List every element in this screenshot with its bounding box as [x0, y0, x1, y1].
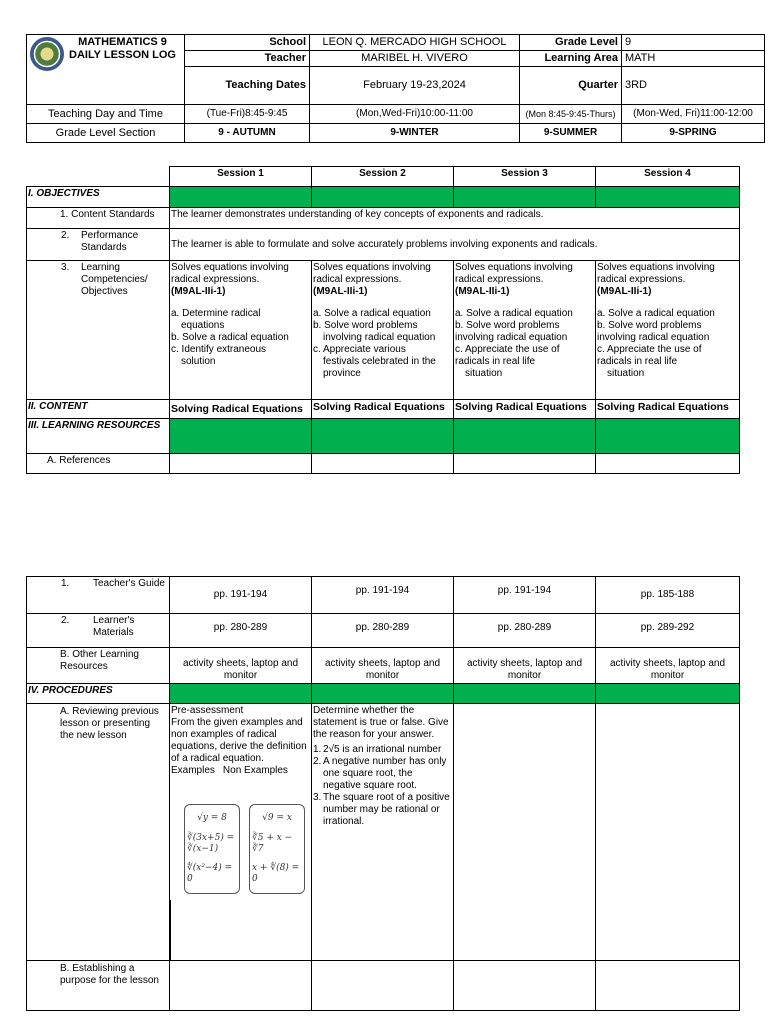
time-s1: (Tue-Fri)8:45-9:45 [185, 105, 310, 124]
empty-cell [312, 454, 454, 474]
content-s3: Solving Radical Equations [454, 400, 596, 419]
divider-line [170, 900, 171, 960]
tf-text: The square root of a positive number may be rational or irrational. [323, 792, 450, 827]
green-fill [596, 187, 740, 208]
non-examples-box [249, 804, 305, 894]
green-fill [170, 187, 312, 208]
session-3-heading: Session 3 [454, 167, 596, 187]
lc-num: 3. [61, 262, 70, 273]
lc-intro: Solves equations involving radical expressions. [171, 262, 289, 285]
empty-cell [312, 961, 454, 1011]
header-table [26, 34, 765, 143]
lc-c: c. Appreciate various [313, 344, 406, 355]
lc-intro: Solves equations involving radical expressions. [455, 262, 573, 285]
green-fill [454, 684, 596, 704]
dates-label: Teaching Dates [185, 67, 310, 105]
lm-s2: pp. 280-289 [312, 614, 454, 648]
lc-a: a. Solve a radical equation [455, 308, 573, 319]
non-examples-label: Non Examples [222, 765, 288, 776]
deped-seal-logo [30, 37, 64, 71]
section-s4: 9-SPRING [622, 124, 765, 143]
content-s4: Solving Radical Equations [596, 400, 740, 419]
lc-a: a. Solve a radical equation [313, 308, 431, 319]
grade-value: 9 [622, 35, 765, 51]
examples-box [184, 804, 240, 894]
olr-s1: activity sheets, laptop and monitor [170, 648, 312, 684]
green-fill [596, 684, 740, 704]
time-s3: (Mon 8:45-9:45-Thurs) [520, 105, 622, 124]
true-false-intro: Determine whether the statement is true or false. Give the reason for your answer. [313, 705, 449, 740]
procedure-a-s1 [170, 704, 312, 961]
tf-item-3 [313, 792, 452, 828]
lc-c2: festivals celebrated in the [323, 356, 436, 367]
procedure-a-s4 [596, 704, 740, 961]
lc-b: b. Solve word problems [597, 320, 702, 331]
empty-cell [596, 961, 740, 1011]
tf-num: 3. [313, 792, 322, 803]
lc-a: a. Determine radical [171, 308, 261, 319]
procedures-heading: IV. PROCEDURES [27, 684, 170, 704]
olr-s4: activity sheets, laptop and monitor [596, 648, 740, 684]
lc-c3: province [323, 368, 361, 379]
grade-label: Grade Level [520, 35, 622, 51]
lc-b2: involving radical equation [597, 332, 710, 343]
procedure-a-s2 [312, 704, 454, 961]
tg-s1: pp. 191-194 [170, 577, 312, 614]
empty-cell [454, 454, 596, 474]
tg-s3: pp. 191-194 [454, 577, 596, 614]
content-heading: II. CONTENT [27, 400, 170, 419]
lc-a: a. Solve a radical equation [597, 308, 715, 319]
objectives-heading: I. OBJECTIVES [27, 187, 170, 208]
school-label: School [185, 35, 310, 51]
teacher-label: Teacher [185, 51, 310, 67]
lc-b2: involving radical equation [323, 332, 436, 343]
example-eq-3: ∜(x²−4) = 0 [187, 863, 233, 884]
lc-code: (M9AL-IIi-1) [455, 286, 510, 297]
school-value: LEON Q. MERCADO HIGH SCHOOL [310, 35, 520, 51]
performance-standards-text: The learner is able to formulate and solve accurately problems involving exponents and radicals. [170, 229, 740, 261]
empty-cell [170, 454, 312, 474]
pre-assessment-text: From the given examples and non examples of radical equations, derive the definition of a radical equation. [171, 717, 307, 764]
lm-s4: pp. 289-292 [596, 614, 740, 648]
nonexample-eq-1: √9 = x [262, 813, 292, 824]
session-2-heading: Session 2 [312, 167, 454, 187]
tf-num: 1. [313, 744, 322, 755]
ps-num: 2. [61, 230, 70, 241]
lm-s1: pp. 280-289 [170, 614, 312, 648]
area-value: MATH [622, 51, 765, 67]
time-s4: (Mon-Wed, Fri)11:00-12:00 [622, 105, 765, 124]
ps-label: Performance Standards [81, 230, 139, 253]
learning-resources-heading: III. LEARNING RESOURCES [27, 419, 170, 454]
section-s3: 9-SUMMER [520, 124, 622, 143]
teacher-value: MARIBEL H. VIVERO [310, 51, 520, 67]
lc-intro: Solves equations involving radical expressions. [597, 262, 715, 285]
lc-c2: radicals in real life [597, 356, 678, 367]
tf-text: A negative number has only one square root, the negative square root. [323, 756, 447, 791]
lm-label: Learner's Materials [93, 615, 135, 638]
section-label: Grade Level Section [27, 124, 185, 143]
tg-s4: pp. 185-188 [596, 577, 740, 614]
green-fill [312, 419, 454, 454]
example-eq-1: √y = 8 [197, 813, 227, 824]
content-standards-text: The learner demonstrates understanding of key concepts of exponents and radicals. [170, 208, 740, 229]
lc-c2: radicals in real life [455, 356, 536, 367]
content-s2: Solving Radical Equations [312, 400, 454, 419]
green-fill [170, 684, 312, 704]
green-fill [312, 187, 454, 208]
performance-standards-label-cell [27, 229, 170, 261]
blank-corner [27, 167, 170, 187]
lc-label: Learning Competencies/ Objectives [81, 262, 148, 297]
time-s2: (Mon,Wed-Fri)10:00-11:00 [310, 105, 520, 124]
section-s1: 9 - AUTUMN [185, 124, 310, 143]
lc-c2: solution [181, 356, 216, 367]
tg-label: Teacher's Guide [93, 578, 165, 589]
lm-s3: pp. 280-289 [454, 614, 596, 648]
green-fill [170, 419, 312, 454]
green-fill [454, 419, 596, 454]
title-line2: DAILY LESSON LOG [69, 49, 176, 62]
resources-procedures-table [26, 576, 740, 1011]
area-label: Learning Area [520, 51, 622, 67]
lc-b: b. Solve a radical equation [171, 332, 289, 343]
objectives-table [26, 166, 740, 474]
green-fill [596, 419, 740, 454]
lm-num: 2. [61, 615, 70, 626]
lc-intro: Solves equations involving radical expressions. [313, 262, 431, 285]
section-s2: 9-WINTER [310, 124, 520, 143]
pre-assessment-title: Pre-assessment [171, 705, 244, 716]
session-4-heading: Session 4 [596, 167, 740, 187]
green-fill [454, 187, 596, 208]
tf-item-2 [313, 756, 452, 792]
lc-c: c. Identify extraneous [171, 344, 267, 355]
lc-c: c. Appreciate the use of [597, 344, 702, 355]
tg-num: 1. [61, 578, 70, 589]
quarter-value: 3RD [622, 67, 765, 105]
lc-code: (M9AL-IIi-1) [313, 286, 368, 297]
lc-c3: situation [465, 368, 503, 379]
lc-a2: equations [181, 320, 225, 331]
tg-s2: pp. 191-194 [312, 577, 454, 614]
example-eq-2: ∛(3x+5) = ∛(x−1) [187, 832, 235, 854]
references-label: A. References [27, 454, 170, 474]
lc-code: (M9AL-IIi-1) [171, 286, 226, 297]
green-fill [312, 684, 454, 704]
lc-b2: involving radical equation [455, 332, 568, 343]
tf-num: 2. [313, 756, 322, 767]
tf-item-1 [313, 744, 452, 756]
day-time-label: Teaching Day and Time [27, 105, 185, 124]
olr-s3: activity sheets, laptop and monitor [454, 648, 596, 684]
olr-s2: activity sheets, laptop and monitor [312, 648, 454, 684]
tf-text: 2√5 is an irrational number [323, 744, 442, 755]
procedure-a-label: A. Reviewing previous lesson or presenting the new lesson [27, 704, 170, 961]
examples-label: Examples [171, 765, 215, 776]
empty-cell [596, 454, 740, 474]
content-s1: Solving Radical Equations [170, 400, 312, 419]
lc-b: b. Solve word problems [455, 320, 560, 331]
lc-code: (M9AL-IIi-1) [597, 286, 652, 297]
other-resources-label: B. Other Learning Resources [27, 648, 170, 684]
empty-cell [170, 961, 312, 1011]
nonexample-eq-2: ∛5 + x − ∛7 [252, 832, 293, 854]
empty-cell [454, 961, 596, 1011]
procedure-a-s3 [454, 704, 596, 961]
lc-session-2 [312, 261, 454, 400]
learners-materials-label-cell [27, 614, 170, 648]
header-title-cell [27, 35, 185, 105]
lc-session-3 [454, 261, 596, 400]
nonexample-eq-3: x + ∜(8) = 0 [252, 863, 300, 884]
lc-b: b. Solve word problems [313, 320, 418, 331]
title-line1: MATHEMATICS 9 [78, 36, 167, 48]
lc-c3: situation [607, 368, 645, 379]
lc-session-1 [170, 261, 312, 400]
dates-value: February 19-23,2024 [310, 67, 520, 105]
lc-session-4 [596, 261, 740, 400]
procedure-b-label: B. Establishing a purpose for the lesson [27, 961, 170, 1011]
learning-competencies-label-cell [27, 261, 170, 400]
quarter-label: Quarter [520, 67, 622, 105]
teachers-guide-label-cell [27, 577, 170, 614]
lc-c: c. Appreciate the use of [455, 344, 560, 355]
content-standards-label: 1. Content Standards [27, 208, 170, 229]
session-1-heading: Session 1 [170, 167, 312, 187]
